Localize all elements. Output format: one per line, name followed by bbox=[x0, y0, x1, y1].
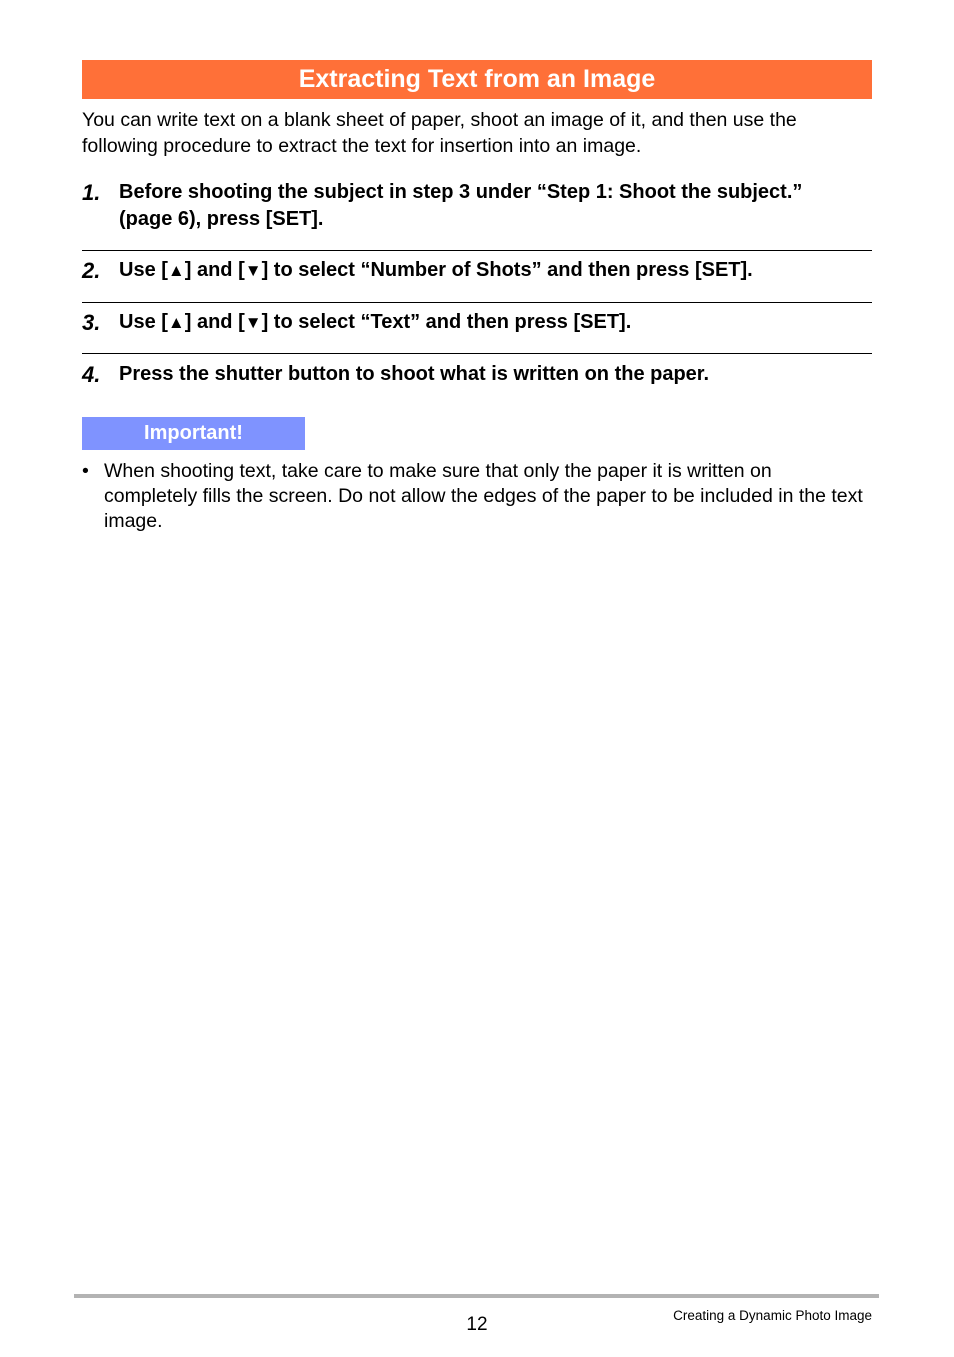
step-number: 3. bbox=[82, 310, 101, 335]
page-number: 12 bbox=[466, 1314, 488, 1335]
step-number: 2. bbox=[82, 258, 101, 283]
intro-paragraph: You can write text on a blank sheet of paper, shoot an image of it, and then use the following procedure to extract the text for insertion into an image. bbox=[82, 109, 797, 157]
footer-divider bbox=[74, 1294, 879, 1298]
step-text: Press the shutter button to shoot what is written on the paper. bbox=[119, 363, 710, 385]
step-text: Before shooting the subject in step 3 under “Step 1: Shoot the subject.” (page 6), press [SET]. bbox=[119, 181, 803, 230]
step-divider bbox=[82, 250, 872, 251]
bullet-icon: • bbox=[82, 460, 89, 482]
section-title: Extracting Text from an Image bbox=[82, 60, 872, 99]
footer-section-title: Creating a Dynamic Photo Image bbox=[673, 1308, 872, 1323]
step-divider bbox=[82, 353, 872, 354]
down-arrow-icon: ▼ bbox=[244, 313, 262, 332]
up-arrow-icon: ▲ bbox=[167, 261, 185, 280]
important-label: Important! bbox=[82, 417, 305, 450]
step-number: 1. bbox=[82, 180, 101, 205]
step-text: Use [▲] and [▼] to select “Number of Shots” and then press [SET]. bbox=[119, 259, 753, 281]
step-divider bbox=[82, 302, 872, 303]
up-arrow-icon: ▲ bbox=[167, 313, 185, 332]
step-text: Use [▲] and [▼] to select “Text” and then press [SET]. bbox=[119, 311, 632, 333]
step-number: 4. bbox=[82, 362, 101, 387]
note-text: When shooting text, take care to make sure that only the paper it is written on completely fills the screen. Do not allow the edges of the paper to be included in the text image. bbox=[104, 460, 863, 532]
down-arrow-icon: ▼ bbox=[244, 261, 262, 280]
